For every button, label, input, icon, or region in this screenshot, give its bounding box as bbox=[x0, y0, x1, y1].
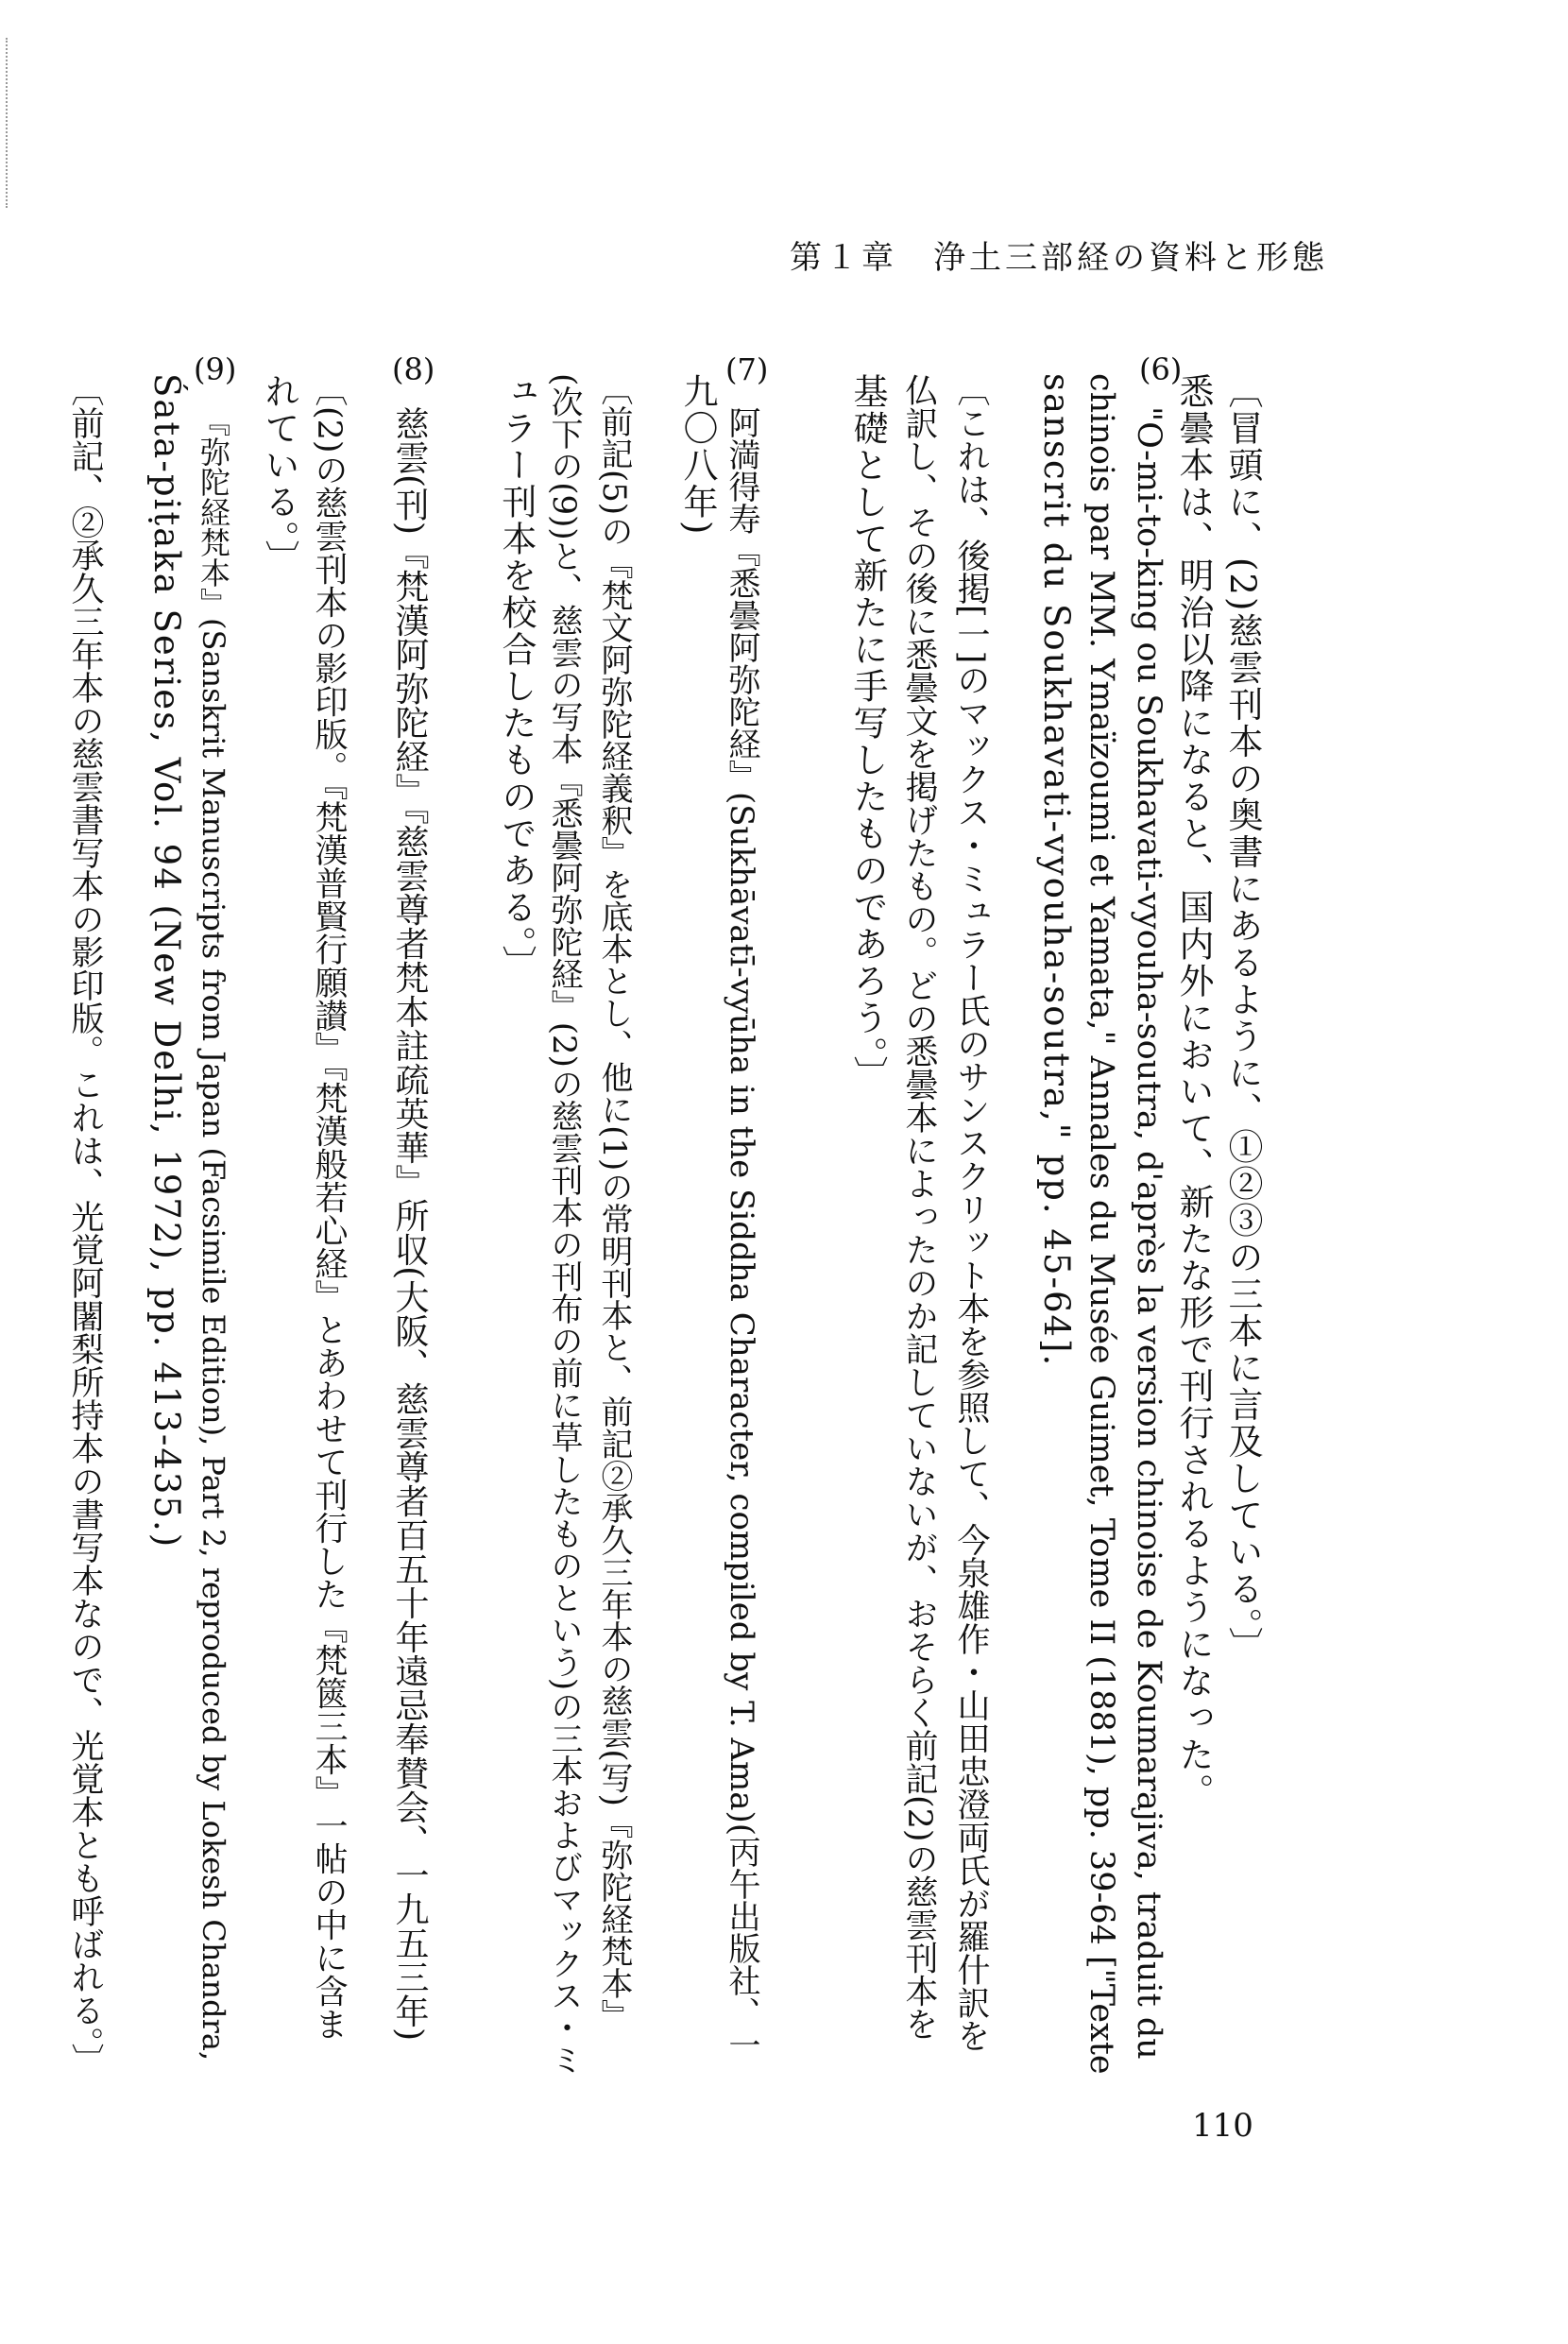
running-head: 第１章 浄土三部経の資料と形態 bbox=[790, 239, 1328, 277]
note-6-line: 基礎として新たに手写したものであろう。〕 bbox=[847, 373, 888, 1093]
note-6-line: 悉曇本は、明治以降になると、国内外において、新たな形で刊行されるようになった。 bbox=[1173, 373, 1214, 1810]
note-6-line: 〔これは、後掲[一]のマックス・ミュラー氏のサンスクリット本を参照して、今泉雄作・山田忠澄両氏が羅什訳を bbox=[952, 373, 990, 2053]
note-9-line: 『弥陀経梵本』(Sanskrit Manuscripts from Japan (Facsimile Edition), Part 2, reproduced by Lokesh Chandra, bbox=[196, 406, 231, 2062]
page-number: 110 bbox=[1192, 2107, 1253, 2145]
note-9-line: Śata-piṭaka Series, Vol. 94 (New Delhi, 1972), pp. 413-435.) bbox=[146, 373, 187, 1549]
note-6-line: 仏訳し、その後に悉曇文を掲げたもの。どの悉曇本によったのか記していないが、おそらく前記(2)の慈雲刊本を bbox=[900, 373, 938, 2041]
note-6-line: "O-mi-to-king ou Soukhavati-vyouha-soutra, d'après la version chinoise de Koumarajiva, traduit du bbox=[1130, 406, 1167, 2060]
note-7-line: (次下の(9))と、慈雲の写本『悉曇阿弥陀経』(2)の慈雲刊本の刊布の前に草したものという)の三本およびマックス・ミ bbox=[545, 373, 583, 2077]
note-continuation-line: 〔冒頭に、(2)慈雲刊本の奥書にあるように、①②③の三本に言及している。〕 bbox=[1222, 373, 1263, 1664]
note-number-6: (6) bbox=[1139, 351, 1183, 387]
note-6-line: chinois par MM. Ymaïzoumi et Yamata," Annales du Musée Guimet, Tome II (1881), pp. 39-64 ["Texte bbox=[1082, 373, 1120, 2075]
note-8-line: 〔(2)の慈雲刊本の影印版。『梵漢普賢行願讃』『梵漢般若心経』とあわせて刊行した『梵篋三本』一帖の中に含ま bbox=[310, 373, 348, 2041]
note-7-line: ュラー刊本を校合したものである。〕 bbox=[496, 373, 537, 983]
note-8-line: れている。〕 bbox=[259, 373, 299, 577]
note-9-line: 〔前記、②承久三年本の慈雲書写本の影印版。これは、光覚阿闍梨所持本の書写本なので、光覚本とも呼ばれる。〕 bbox=[66, 373, 104, 2077]
note-number-7: (7) bbox=[725, 351, 769, 387]
note-8-line: 慈雲(刊)『梵漢阿弥陀経』『慈雲尊者梵本註疏英華』所収(大阪、慈雲尊者百五十年遠忌奉賛会、一九五三年) bbox=[390, 406, 429, 2042]
note-7-line: 阿満得寿『悉曇阿弥陀経』(Sukhāvatī-vyūha in the Siddha Character, compiled by T. Ama)(丙午出版社、一 bbox=[723, 406, 760, 2062]
note-6-line: sanscrit du Soukhavati-vyouha-soutra," pp. 45-64]. bbox=[1036, 373, 1077, 1368]
scan-edge-mark bbox=[6, 38, 11, 208]
note-number-8: (8) bbox=[392, 351, 435, 387]
note-7-line: 〔前記(5)の『梵文阿弥陀経義釈』を底本とし、他に(1)の常明刊本と、前記②承久三年本の慈雲(写)『弥陀経梵本』 bbox=[595, 373, 633, 2031]
note-number-9: (9) bbox=[194, 351, 237, 387]
note-7-line: 九〇八年) bbox=[677, 373, 718, 537]
